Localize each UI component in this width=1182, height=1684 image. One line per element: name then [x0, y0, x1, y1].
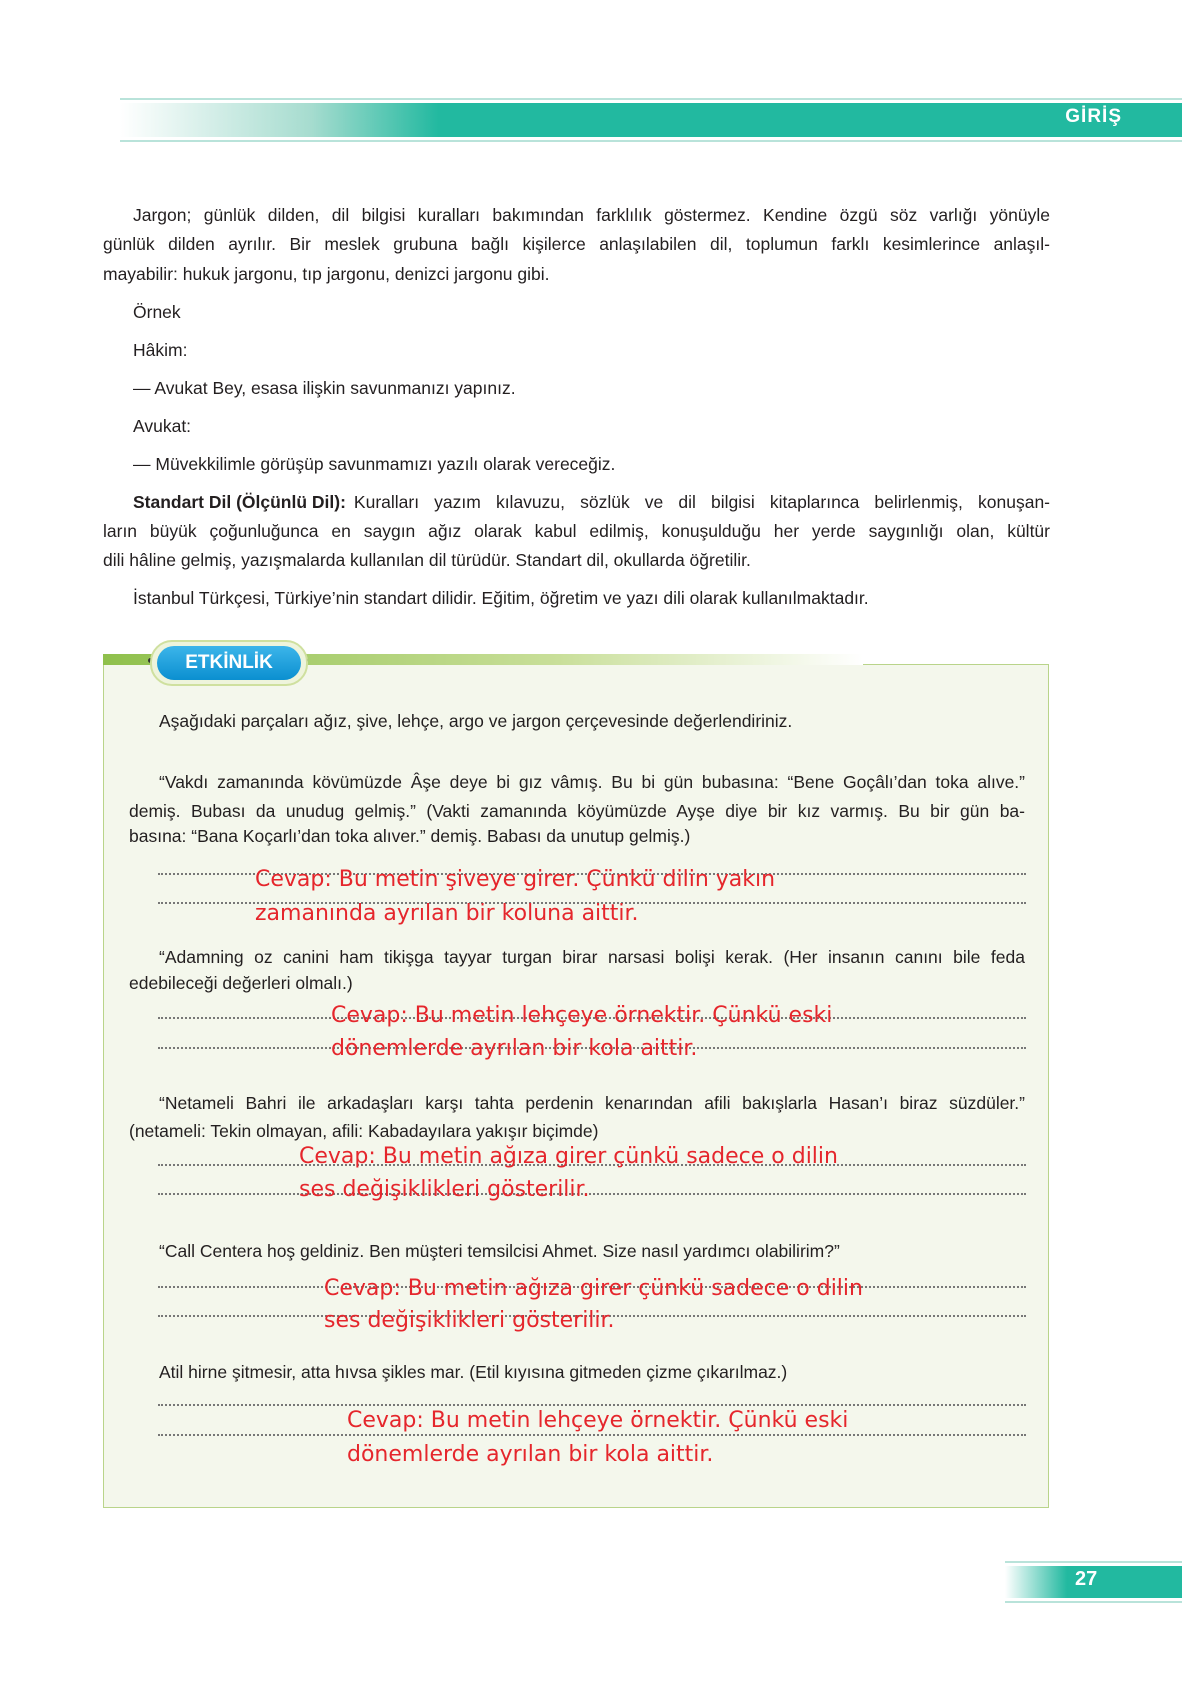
- section-title: GİRİŞ: [1065, 106, 1122, 127]
- standard-language-line: [133, 491, 1050, 513]
- passage-line: (netameli: Tekin olmayan, afili: Kabadayılara yakışır biçimde): [129, 1121, 599, 1141]
- paragraph-line: dili hâline gelmiş, yazışmalarda kullanılan dil türüdür. Standart dil, okullarda öğretilir.: [103, 550, 751, 570]
- handwritten-answer: Cevap: Bu metin lehçeye örnektir. Çünkü eski: [331, 1003, 833, 1028]
- header-bar: [120, 98, 1182, 142]
- passage-line: “Call Centera hoş geldiniz. Ben müşteri temsilcisi Ahmet. Size nasıl yardımcı olabilirim?”: [159, 1241, 840, 1261]
- page-number: 27: [1075, 1568, 1098, 1590]
- paragraph-line: İstanbul Türkçesi, Türkiye’nin standart dilidir. Eğitim, öğretim ve yazı dili olarak kullanılmaktadır.: [133, 588, 869, 608]
- paragraph-line: günlük dilden ayrılır. Bir meslek grubuna bağlı kişilerce anlaşılabilen dil, toplumun farklı kesimlerince anlaşıl-: [103, 234, 1050, 254]
- standard-language-term: Standart Dil (Ölçünlü Dil):: [133, 492, 346, 512]
- answer-line[interactable]: [158, 1193, 1026, 1195]
- handwritten-answer: Cevap: Bu metin ağıza girer çünkü sadece o dilin: [324, 1276, 863, 1301]
- passage-line: basına: “Bana Koçarlı’dan toka alıver.” demiş. Babası da unutup gelmiş.): [129, 826, 691, 846]
- activity-badge: [150, 640, 308, 686]
- handwritten-answer: Cevap: Bu metin lehçeye örnektir. Çünkü eski: [347, 1408, 849, 1433]
- activity-badge-label: ETKİNLİK: [157, 646, 301, 680]
- passage-line: demiş. Bubası da unudug gelmiş.” (Vakti zamanında köyümüzde Ayşe diye bir kız varmış. Bu bir gün ba-: [129, 801, 1025, 821]
- passage-line: edebileceği değerleri olmalı.): [129, 973, 353, 993]
- paragraph-line: mayabilir: hukuk jargonu, tıp jargonu, denizci jargonu gibi.: [103, 264, 550, 284]
- activity-instruction: Aşağıdaki parçaları ağız, şive, lehçe, argo ve jargon çerçevesinde değerlendiriniz.: [159, 711, 793, 731]
- handwritten-answer: Cevap: Bu metin ağıza girer çünkü sadece o dilin: [299, 1144, 838, 1169]
- lawyer-label: Avukat:: [133, 416, 192, 436]
- passage-line: Atil hirne şitmesir, atta hıvsa şikles mar. (Etil kıyısına gitmeden çizme çıkarılmaz.): [159, 1362, 788, 1382]
- handwritten-answer: ses değişiklikleri gösterilir.: [324, 1308, 615, 1333]
- passage-line: “Vakdı zamanında kövümüzde Âşe deye bi gız vâmış. Bu bi gün bubasına: “Bene Goçâlı’dan toka alıve.”: [159, 772, 1025, 792]
- handwritten-answer: dönemlerde ayrılan bir kola aittir.: [347, 1442, 714, 1467]
- judge-label: Hâkim:: [133, 340, 188, 360]
- handwritten-answer: dönemlerde ayrılan bir kola aittir.: [331, 1036, 698, 1061]
- judge-line: — Avukat Bey, esasa ilişkin savunmanızı yapınız.: [133, 378, 516, 398]
- answer-line[interactable]: [158, 1404, 1026, 1406]
- paragraph-line: Kuralları yazım kılavuzu, sözlük ve dil bilgisi kitaplarınca belirlenmiş, konuşan-: [353, 492, 1050, 512]
- paragraph-line: Jargon; günlük dilden, dil bilgisi kuralları bakımından farklılık göstermez. Kendine özgü söz varlığı yönüyle: [133, 205, 1050, 225]
- paragraph-line: ların büyük çoğunluğunca en saygın ağız olarak kabul edilmiş, konuşulduğu her yerde saygınlığı olan, kültür: [103, 521, 1050, 541]
- handwritten-answer: zamanında ayrılan bir koluna aittir.: [255, 901, 639, 926]
- example-label: Örnek: [133, 302, 181, 322]
- lawyer-line: — Müvekkilimle görüşüp savunmamızı yazılı olarak vereceğiz.: [133, 454, 616, 474]
- passage-line: “Netameli Bahri ile arkadaşları karşı tahta perdenin kenarından afili bakışlarla Hasan’ı biraz süzdüler.”: [159, 1093, 1025, 1113]
- handwritten-answer: ses değişiklikleri gösterilir.: [299, 1177, 590, 1202]
- handwritten-answer: Cevap: Bu metin şiveye girer. Çünkü dilin yakın: [255, 867, 776, 892]
- passage-line: “Adamning oz canini ham tikişga tayyar turgan birar narsasi bolişi kerak. (Her insanın canını bile feda: [159, 947, 1025, 967]
